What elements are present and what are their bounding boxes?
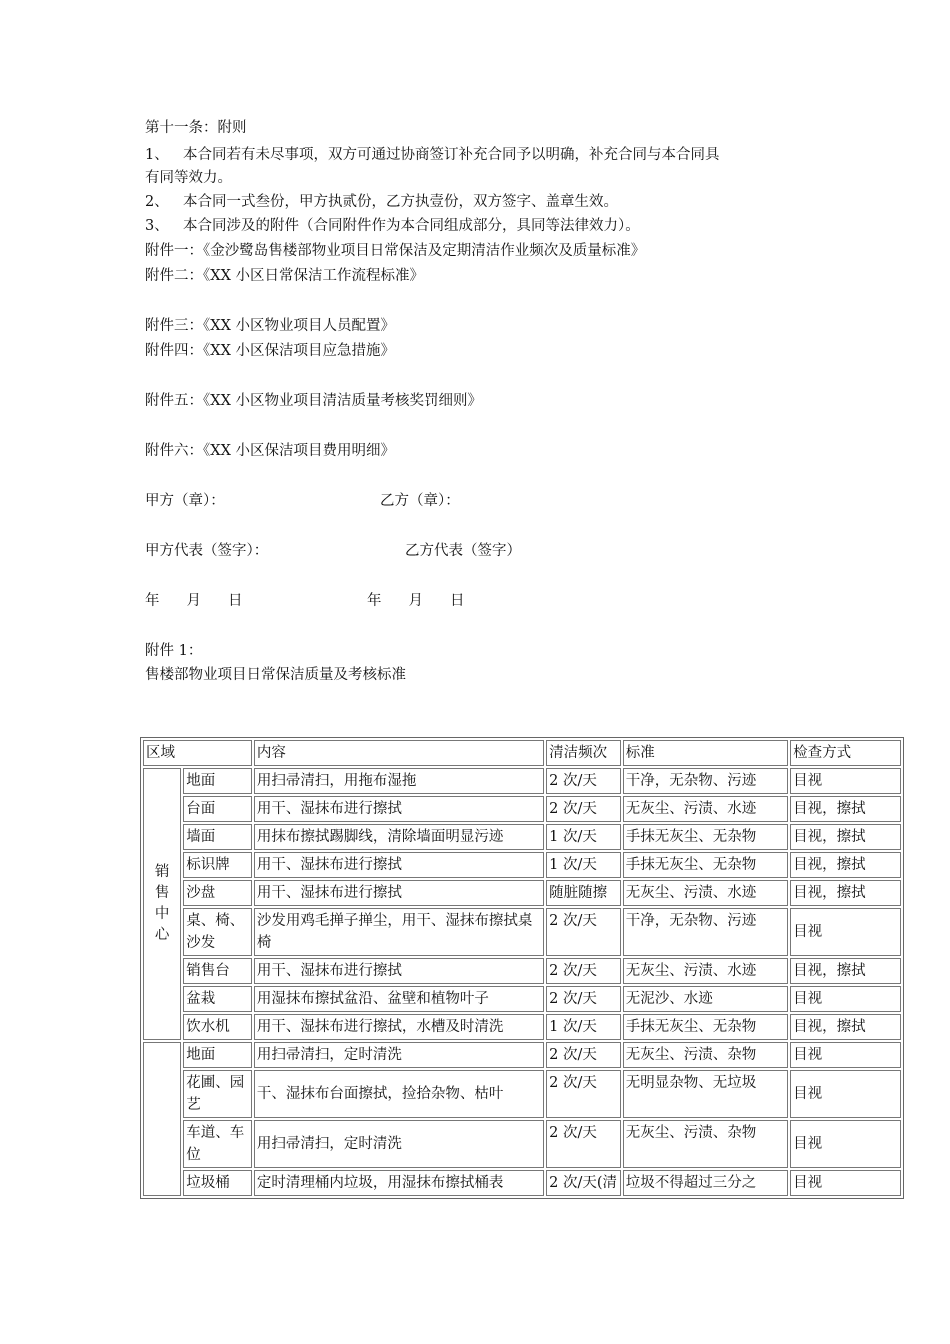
cell-check: 目视，擦拭 xyxy=(790,852,901,878)
cell-frequency: 2 次/天(清 xyxy=(546,1170,621,1196)
cell-frequency: 2 次/天 xyxy=(546,1042,621,1068)
table-row xyxy=(143,908,901,956)
clause-2 xyxy=(145,192,618,212)
cell-check: 目视，擦拭 xyxy=(790,880,901,906)
cell-item: 地面 xyxy=(183,768,252,794)
table-row xyxy=(143,796,901,822)
cell-item: 盆栽 xyxy=(183,986,252,1012)
cell-item: 销售台 xyxy=(183,958,252,984)
cell-frequency: 2 次/天 xyxy=(546,768,621,794)
header-standard: 标准 xyxy=(623,740,788,766)
cell-content: 用扫帚清扫，用拖布湿拖 xyxy=(254,768,544,794)
header-area: 区域 xyxy=(143,740,252,766)
header-check-method: 检查方式 xyxy=(790,740,901,766)
cell-frequency: 1 次/天 xyxy=(546,1014,621,1040)
cell-frequency: 2 次/天 xyxy=(546,958,621,984)
cell-content: 用干、湿抹布进行擦拭 xyxy=(254,796,544,822)
cell-check: 目视，擦拭 xyxy=(790,796,901,822)
cell-standard: 无灰尘、污渍、杂物 xyxy=(623,1042,788,1068)
party-a-date xyxy=(145,591,243,611)
cell-check: 目视 xyxy=(790,908,901,956)
cell-item: 沙盘 xyxy=(183,880,252,906)
cell-frequency: 2 次/天 xyxy=(546,1070,621,1118)
cell-content: 用干、湿抹布进行擦拭 xyxy=(254,852,544,878)
cell-frequency: 2 次/天 xyxy=(546,986,621,1012)
cell-item: 垃圾桶 xyxy=(183,1170,252,1196)
table-row xyxy=(143,1170,901,1196)
appendix-label: 附件 1： xyxy=(145,643,203,659)
cell-standard: 手抹无灰尘、无杂物 xyxy=(623,824,788,850)
cell-item: 桌、椅、沙发 xyxy=(183,908,252,956)
cell-content: 用扫帚清扫，定时清洗 xyxy=(254,1042,544,1068)
cell-standard: 干净，无杂物、污迹 xyxy=(623,908,788,956)
day-label: 日 xyxy=(450,593,465,609)
cell-frequency: 2 次/天 xyxy=(546,908,621,956)
cell-item: 地面 xyxy=(183,1042,252,1068)
table-row xyxy=(143,768,901,794)
cell-check: 目视，擦拭 xyxy=(790,958,901,984)
cell-standard: 手抹无灰尘、无杂物 xyxy=(623,1014,788,1040)
cell-item: 车道、车位 xyxy=(183,1120,252,1168)
cell-item: 饮水机 xyxy=(183,1014,252,1040)
cell-frequency: 随脏随擦 xyxy=(546,880,621,906)
attachment-4: 附件四：《XX 小区保洁项目应急措施》 xyxy=(145,343,396,359)
cell-content: 用湿抹布擦拭盆沿、盆壁和植物叶子 xyxy=(254,986,544,1012)
header-content: 内容 xyxy=(254,740,544,766)
party-b-representative: 乙方代表（签字） xyxy=(405,543,521,559)
clause-3 xyxy=(145,216,640,236)
cell-standard: 无灰尘、污渍、水迹 xyxy=(623,880,788,906)
attachment-3: 附件三：《XX 小区物业项目人员配置》 xyxy=(145,318,396,334)
party-a-representative: 甲方代表（签字）： xyxy=(145,543,269,559)
cell-check: 目视 xyxy=(790,1120,901,1168)
year-label: 年 xyxy=(367,593,382,609)
cell-frequency: 1 次/天 xyxy=(546,824,621,850)
year-label: 年 xyxy=(145,593,160,609)
table-row xyxy=(143,1014,901,1040)
cell-standard: 垃圾不得超过三分之 xyxy=(623,1170,788,1196)
attachment-5: 附件五：《XX 小区物业项目清洁质量考核奖罚细则》 xyxy=(145,393,483,409)
area-char: 售 xyxy=(154,885,170,901)
cell-check: 目视 xyxy=(790,1070,901,1118)
area-char: 中 xyxy=(154,906,170,922)
clause-number: 2、 xyxy=(145,194,169,210)
cell-item: 标识牌 xyxy=(183,852,252,878)
cell-content: 用干、湿抹布进行擦拭，水槽及时清洗 xyxy=(254,1014,544,1040)
clause-number: 1、 xyxy=(145,147,169,163)
cell-check: 目视，擦拭 xyxy=(790,1014,901,1040)
area-char: 销 xyxy=(154,864,170,880)
header-frequency: 清洁频次 xyxy=(546,740,621,766)
clause-1-continued: 有同等效力。 xyxy=(145,170,232,186)
cell-content: 沙发用鸡毛掸子掸尘，用干、湿抹布擦拭桌椅 xyxy=(254,908,544,956)
cell-standard: 无泥沙、水迹 xyxy=(623,986,788,1012)
table-row xyxy=(143,958,901,984)
cell-content: 用抹布擦拭踢脚线，清除墙面明显污迹 xyxy=(254,824,544,850)
cleaning-standards-table xyxy=(140,737,904,1199)
month-label: 月 xyxy=(186,593,201,609)
clause-text: 本合同涉及的附件（合同附件作为本合同组成部分，具同等法律效力）。 xyxy=(183,218,640,234)
clause-1 xyxy=(145,145,720,165)
cell-check: 目视 xyxy=(790,986,901,1012)
table-row xyxy=(143,1070,901,1118)
cell-content: 定时清理桶内垃圾，用湿抹布擦拭桶表 xyxy=(254,1170,544,1196)
cell-content: 用扫帚清扫，定时清洗 xyxy=(254,1120,544,1168)
attachment-1: 附件一：《金沙鹭岛售楼部物业项目日常保洁及定期清洁作业频次及质量标准》 xyxy=(145,243,646,259)
area-sales-center xyxy=(143,768,181,1040)
cell-frequency: 2 次/天 xyxy=(546,796,621,822)
cell-frequency: 1 次/天 xyxy=(546,852,621,878)
table-row xyxy=(143,880,901,906)
table-row xyxy=(143,986,901,1012)
appendix-title: 售楼部物业项目日常保洁质量及考核标准 xyxy=(145,667,406,683)
cell-check: 目视，擦拭 xyxy=(790,824,901,850)
cell-standard: 无灰尘、污渍、杂物 xyxy=(623,1120,788,1168)
day-label: 日 xyxy=(228,593,243,609)
article-heading: 第十一条：附则 xyxy=(145,120,247,136)
clause-text: 本合同一式叁份，甲方执贰份，乙方执壹份，双方签字、盖章生效。 xyxy=(183,194,618,210)
attachment-6: 附件六：《XX 小区保洁项目费用明细》 xyxy=(145,443,396,459)
table-row xyxy=(143,824,901,850)
cell-standard: 无灰尘、污渍、水迹 xyxy=(623,958,788,984)
table-row xyxy=(143,852,901,878)
table-header-row xyxy=(143,740,901,766)
month-label: 月 xyxy=(408,593,423,609)
cell-check: 目视 xyxy=(790,768,901,794)
cell-item: 花圃、园艺 xyxy=(183,1070,252,1118)
clause-text: 本合同若有未尽事项，双方可通过协商签订补充合同予以明确，补充合同与本合同具 xyxy=(183,147,720,163)
clause-number: 3、 xyxy=(145,218,169,234)
cell-frequency: 2 次/天 xyxy=(546,1120,621,1168)
area-char: 心 xyxy=(154,927,170,943)
area-outdoor xyxy=(143,1042,181,1196)
cell-content: 用干、湿抹布进行擦拭 xyxy=(254,880,544,906)
cell-item: 台面 xyxy=(183,796,252,822)
table-row xyxy=(143,1042,901,1068)
cell-content: 干、湿抹布台面擦拭，捡拾杂物、枯叶 xyxy=(254,1070,544,1118)
cell-content: 用干、湿抹布进行擦拭 xyxy=(254,958,544,984)
cell-standard: 干净，无杂物、污迹 xyxy=(623,768,788,794)
cell-item: 墙面 xyxy=(183,824,252,850)
party-b-date xyxy=(367,591,465,611)
party-b-seal: 乙方（章）： xyxy=(380,493,460,509)
cell-check: 目视 xyxy=(790,1042,901,1068)
table-row xyxy=(143,1120,901,1168)
cell-standard: 无灰尘、污渍、水迹 xyxy=(623,796,788,822)
attachment-2: 附件二：《XX 小区日常保洁工作流程标准》 xyxy=(145,268,425,284)
party-a-seal: 甲方（章）： xyxy=(145,493,225,509)
cell-check: 目视 xyxy=(790,1170,901,1196)
cell-standard: 无明显杂物、无垃圾 xyxy=(623,1070,788,1118)
cell-standard: 手抹无灰尘、无杂物 xyxy=(623,852,788,878)
